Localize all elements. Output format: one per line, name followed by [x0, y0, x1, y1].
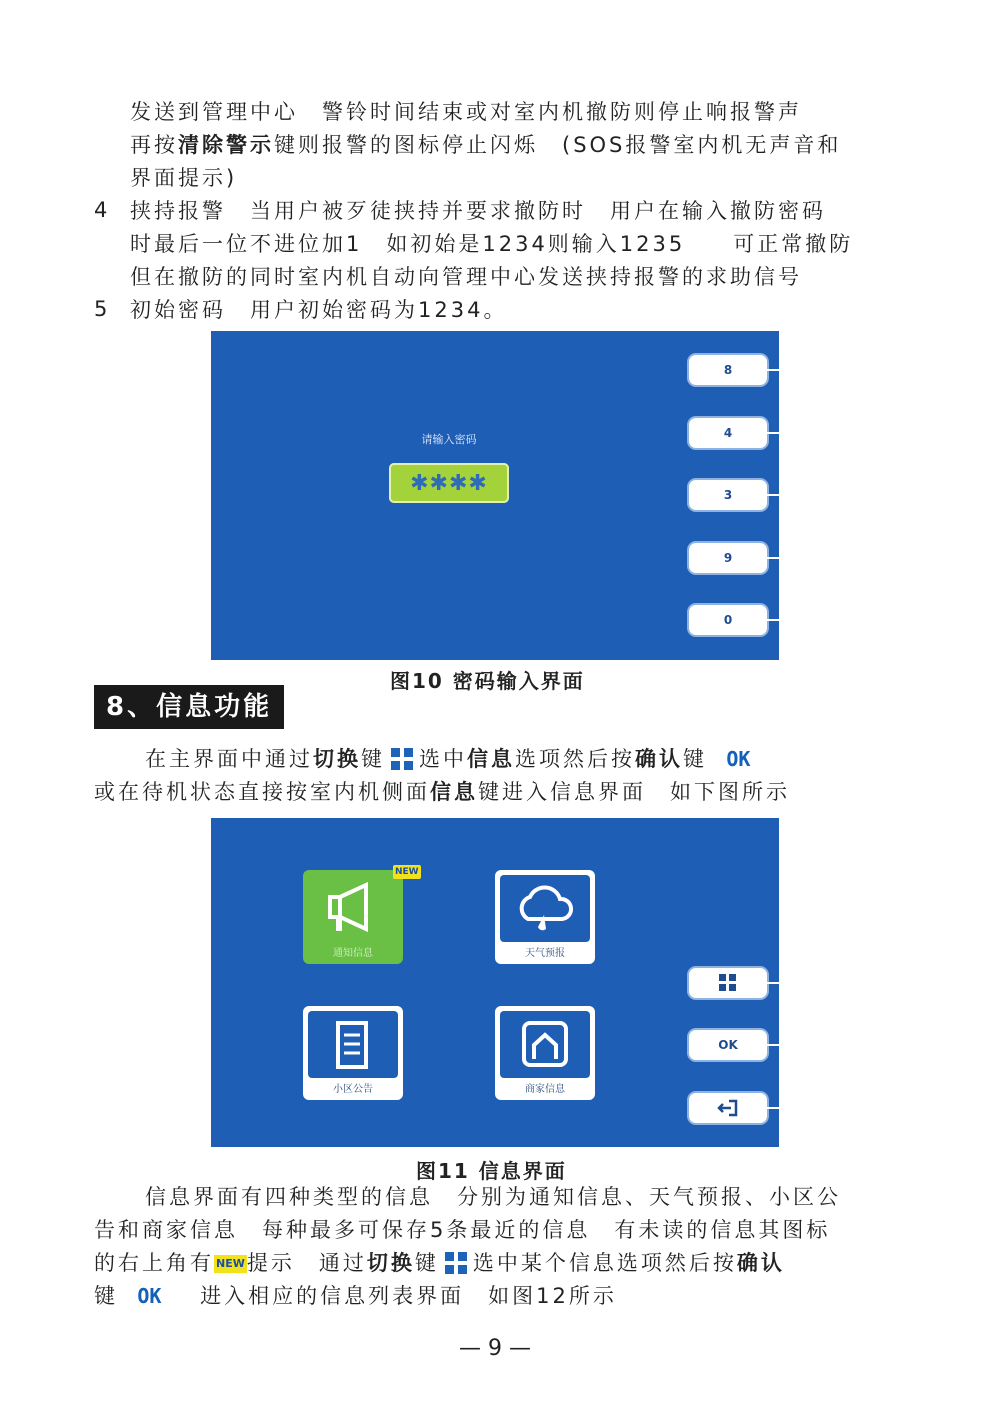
keyword: 切换: [313, 747, 361, 771]
tile-label: 商家信息: [525, 1084, 565, 1095]
keyword: 信息: [467, 747, 515, 771]
text-span: 在主界面中通过: [145, 747, 313, 771]
text-span: 提示 通过: [246, 1251, 367, 1275]
section-heading: 8、信息功能: [94, 685, 284, 729]
house-icon: [500, 1011, 590, 1078]
key-button[interactable]: 8: [689, 355, 767, 385]
text-span: 再按: [130, 133, 178, 157]
exit-icon: [717, 1099, 739, 1117]
tile-label: 小区公告: [333, 1084, 373, 1095]
text-span: 键: [94, 1284, 118, 1308]
text-span: 键进入信息界面 如下图所示: [478, 780, 790, 804]
text-line: [130, 131, 841, 159]
text-span: 选中: [419, 747, 467, 771]
text-span: 键: [683, 747, 707, 771]
text-line: 界面提示): [130, 166, 238, 190]
text-line: 告和商家信息 每种最多可保存5条最近的信息 有未读的信息其图标: [94, 1218, 831, 1242]
text-span: 选中某个信息选项然后按: [472, 1251, 737, 1275]
text-span: 键: [361, 747, 385, 771]
keyword: 确认: [635, 747, 683, 771]
text-span: 选项然后按: [515, 747, 635, 771]
switch-button[interactable]: [689, 968, 767, 998]
ok-button[interactable]: OK: [689, 1030, 767, 1060]
switch-key-icon: [445, 1252, 467, 1274]
tile-notice[interactable]: [303, 870, 403, 964]
keyword: 信息: [430, 780, 478, 804]
tile-weather[interactable]: [495, 870, 595, 964]
ok-key-icon: OK: [726, 747, 751, 771]
text-line: 信息界面有四种类型的信息 分别为通知信息、天气预报、小区公: [145, 1185, 841, 1209]
grid-icon: [719, 974, 737, 992]
scroll-icon: [308, 1011, 398, 1078]
key-button[interactable]: 4: [689, 418, 767, 448]
exit-button[interactable]: [689, 1093, 767, 1123]
key-button[interactable]: 0: [689, 605, 767, 635]
keyword: 确认: [736, 1251, 785, 1275]
new-badge: NEW: [395, 867, 419, 877]
info-screen: [211, 818, 779, 1147]
key-button[interactable]: 9: [689, 543, 767, 573]
password-prompt: 请输入密码: [421, 433, 477, 446]
megaphone-icon: [308, 875, 398, 942]
tile-label: 通知信息: [333, 948, 373, 959]
page-number: — 9 —: [459, 1336, 531, 1361]
password-screen: [211, 331, 779, 660]
tile-label: 天气预报: [525, 948, 565, 959]
new-badge-icon: NEW: [214, 1255, 247, 1273]
text-span: 键则报警的图标停止闪烁 (SOS报警室内机无声音和: [274, 133, 842, 157]
tile-announcement[interactable]: [303, 1006, 403, 1100]
list-number: 5: [94, 297, 108, 321]
tile-merchant[interactable]: [495, 1006, 595, 1100]
text-line: [94, 778, 790, 806]
text-line: [94, 1249, 785, 1277]
ok-key-icon: OK: [137, 1284, 162, 1308]
text-span: 键: [414, 1251, 439, 1275]
text-line: 发送到管理中心 警铃时间结束或对室内机撤防则停止响报警声: [130, 100, 802, 124]
text-line: [94, 1282, 617, 1310]
key-button[interactable]: 3: [689, 480, 767, 510]
list-number: 4: [94, 198, 108, 222]
cloud-icon: [500, 875, 590, 942]
keyword: 切换: [366, 1251, 415, 1275]
figure-caption: 图11 信息界面: [416, 1159, 567, 1183]
text-span: 进入相应的信息列表界面 如图12所示: [200, 1284, 617, 1308]
text-line: 初始密码 用户初始密码为1234。: [130, 298, 508, 322]
text-span: 或在待机状态直接按室内机侧面: [94, 780, 430, 804]
switch-key-icon: [391, 748, 413, 770]
text-line: [145, 745, 750, 773]
figure-caption: 图10 密码输入界面: [390, 669, 585, 693]
text-line: 挟持报警 当用户被歹徒挟持并要求撤防时 用户在输入撤防密码: [130, 199, 826, 223]
text-span: 的右上角有: [94, 1251, 214, 1275]
password-field[interactable]: ✱✱✱✱: [389, 463, 509, 503]
text-line: 时最后一位不进位加1 如初始是1234则输入1235 可正常撤防: [130, 232, 854, 256]
keyword: 清除警示: [178, 133, 274, 157]
text-line: 但在撤防的同时室内机自动向管理中心发送挟持报警的求助信号: [130, 265, 802, 289]
